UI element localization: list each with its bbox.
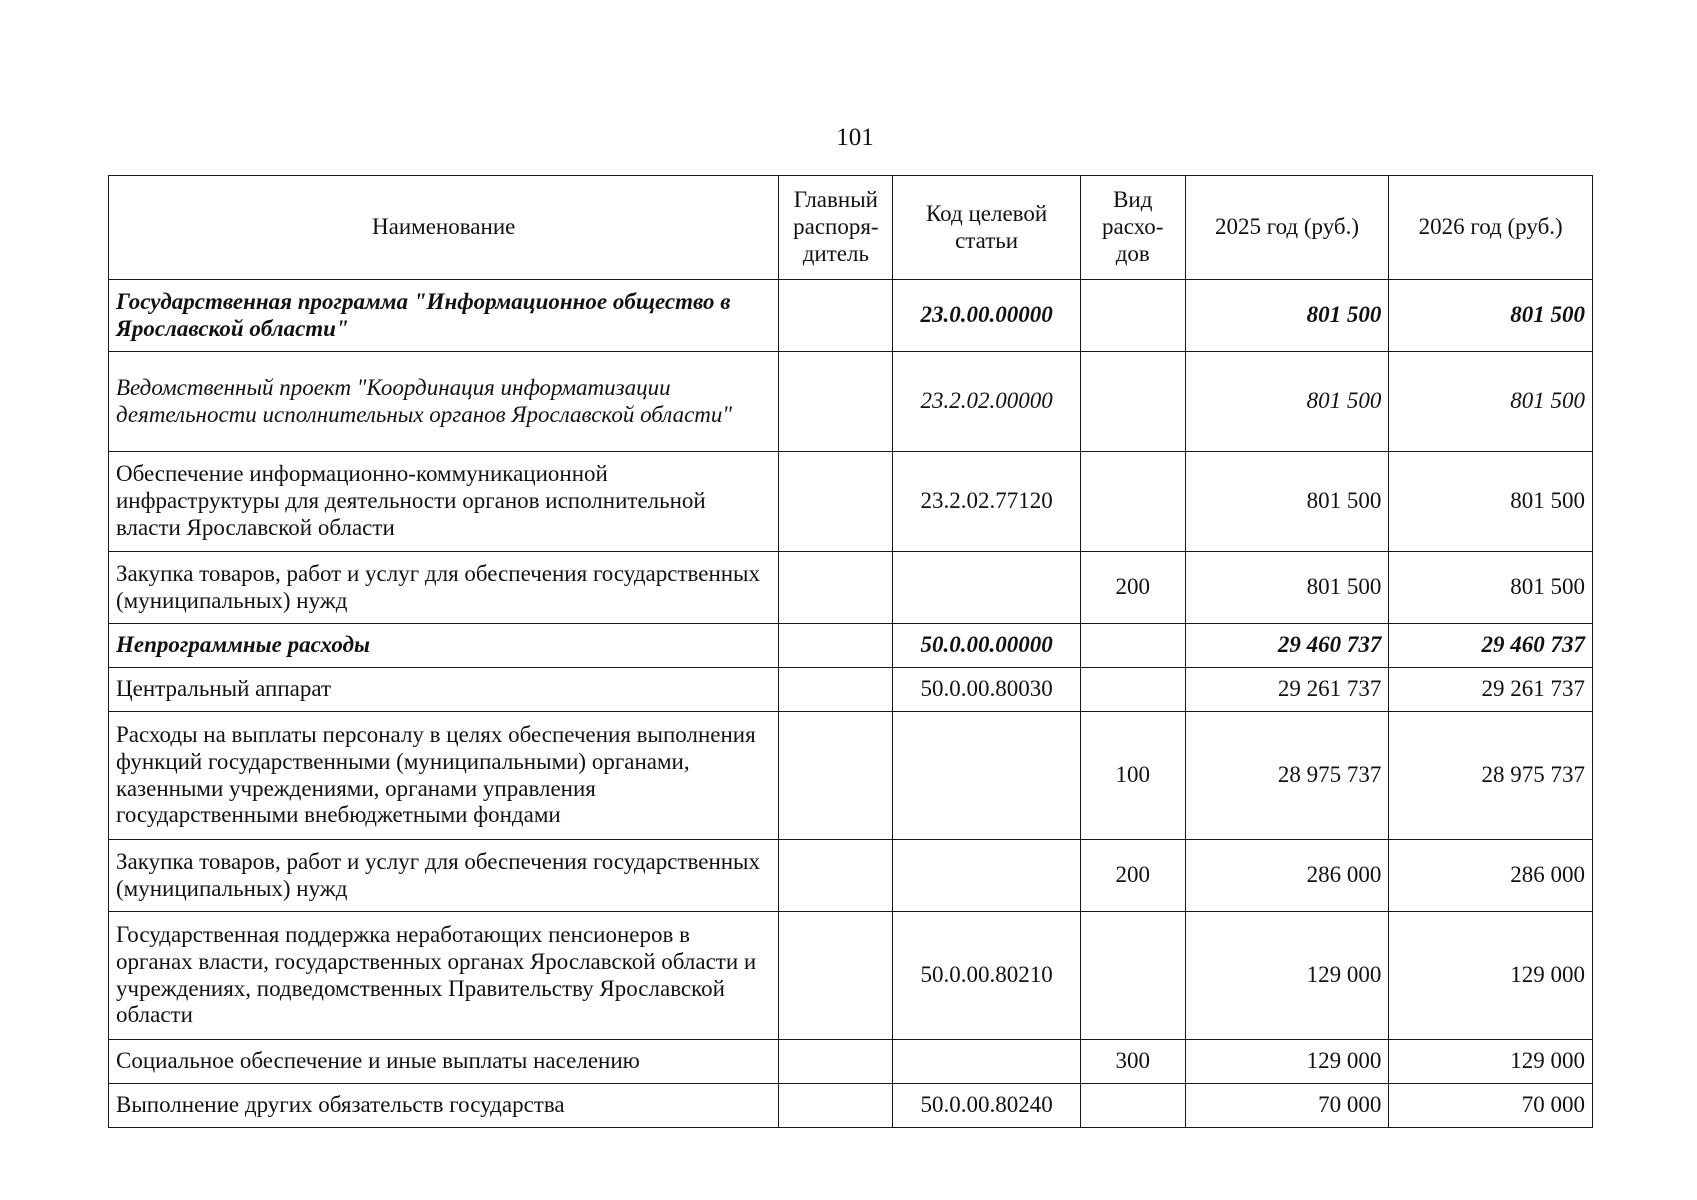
table-header-row (109, 176, 1593, 280)
row-2025: 801 500 (1185, 352, 1389, 452)
row-2026: 28 975 737 (1389, 712, 1593, 840)
table-row (109, 1084, 1593, 1128)
row-name: Непрограммные расходы (109, 624, 779, 668)
row-2025: 29 261 737 (1185, 668, 1389, 712)
row-2025: 801 500 (1185, 280, 1389, 352)
row-code: 23.0.00.00000 (893, 280, 1081, 352)
row-2026: 801 500 (1389, 552, 1593, 624)
row-name: Ведомственный проект "Координация информатизации деятельности исполнительных органов Ярославской области" (109, 352, 779, 452)
row-2026: 286 000 (1389, 840, 1593, 912)
table-row (109, 552, 1593, 624)
row-name: Закупка товаров, работ и услуг для обеспечения государственных (муниципальных) нужд (109, 840, 779, 912)
row-type (1080, 352, 1185, 452)
header-2026: 2026 год (руб.) (1389, 176, 1593, 280)
header-manager: Главный распоря-дитель (779, 176, 893, 280)
row-name: Расходы на выплаты персоналу в целях обеспечения выполнения функций государственными (муниципальными) органами, казенными учреждениями, органами управления государственными внебюджетными фондами (109, 712, 779, 840)
table-row (109, 280, 1593, 352)
row-type: 100 (1080, 712, 1185, 840)
table-row (109, 712, 1593, 840)
row-code (893, 840, 1081, 912)
row-2026: 29 261 737 (1389, 668, 1593, 712)
row-2026: 129 000 (1389, 912, 1593, 1040)
row-code: 50.0.00.80030 (893, 668, 1081, 712)
row-name: Выполнение других обязательств государства (109, 1084, 779, 1128)
header-name: Наименование (109, 176, 779, 280)
row-name: Государственная программа "Информационное общество в Ярославской области" (109, 280, 779, 352)
row-code: 50.0.00.80210 (893, 912, 1081, 1040)
row-2026: 801 500 (1389, 280, 1593, 352)
budget-table (108, 175, 1593, 1128)
table-row (109, 352, 1593, 452)
row-type (1080, 280, 1185, 352)
row-2025: 29 460 737 (1185, 624, 1389, 668)
row-manager (779, 840, 893, 912)
row-type: 200 (1080, 840, 1185, 912)
row-manager (779, 712, 893, 840)
table-row (109, 912, 1593, 1040)
table-row (109, 668, 1593, 712)
row-manager (779, 624, 893, 668)
row-name: Центральный аппарат (109, 668, 779, 712)
row-type (1080, 668, 1185, 712)
row-2025: 801 500 (1185, 452, 1389, 552)
header-type: Вид расхо-дов (1080, 176, 1185, 280)
row-2026: 801 500 (1389, 352, 1593, 452)
row-manager (779, 912, 893, 1040)
row-code: 50.0.00.00000 (893, 624, 1081, 668)
row-code (893, 712, 1081, 840)
row-2026: 129 000 (1389, 1040, 1593, 1084)
row-2026: 801 500 (1389, 452, 1593, 552)
header-2025: 2025 год (руб.) (1185, 176, 1389, 280)
row-code (893, 552, 1081, 624)
row-manager (779, 352, 893, 452)
row-code: 23.2.02.77120 (893, 452, 1081, 552)
row-2025: 70 000 (1185, 1084, 1389, 1128)
row-2025: 28 975 737 (1185, 712, 1389, 840)
row-code (893, 1040, 1081, 1084)
row-manager (779, 1084, 893, 1128)
row-2025: 129 000 (1185, 1040, 1389, 1084)
row-code: 50.0.00.80240 (893, 1084, 1081, 1128)
row-name: Закупка товаров, работ и услуг для обеспечения государственных (муниципальных) нужд (109, 552, 779, 624)
row-name: Государственная поддержка неработающих пенсионеров в органах власти, государственных органах Ярославской области и учреждениях, подведомственных Правительству Ярославской области (109, 912, 779, 1040)
row-type (1080, 1084, 1185, 1128)
row-2025: 129 000 (1185, 912, 1389, 1040)
table-row (109, 452, 1593, 552)
page-number: 101 (836, 124, 874, 151)
row-manager (779, 552, 893, 624)
row-2026: 29 460 737 (1389, 624, 1593, 668)
row-2025: 801 500 (1185, 552, 1389, 624)
row-type (1080, 624, 1185, 668)
row-type (1080, 912, 1185, 1040)
row-code: 23.2.02.00000 (893, 352, 1081, 452)
row-manager (779, 668, 893, 712)
row-2026: 70 000 (1389, 1084, 1593, 1128)
header-code: Код целевой статьи (893, 176, 1081, 280)
row-manager (779, 452, 893, 552)
row-manager (779, 280, 893, 352)
row-type: 300 (1080, 1040, 1185, 1084)
row-type (1080, 452, 1185, 552)
row-manager (779, 1040, 893, 1084)
table-row (109, 1040, 1593, 1084)
table-row (109, 624, 1593, 668)
row-name: Социальное обеспечение и иные выплаты населению (109, 1040, 779, 1084)
row-type: 200 (1080, 552, 1185, 624)
table-row (109, 840, 1593, 912)
row-name: Обеспечение информационно-коммуникационной инфраструктуры для деятельности органов исполнительной власти Ярославской области (109, 452, 779, 552)
row-2025: 286 000 (1185, 840, 1389, 912)
